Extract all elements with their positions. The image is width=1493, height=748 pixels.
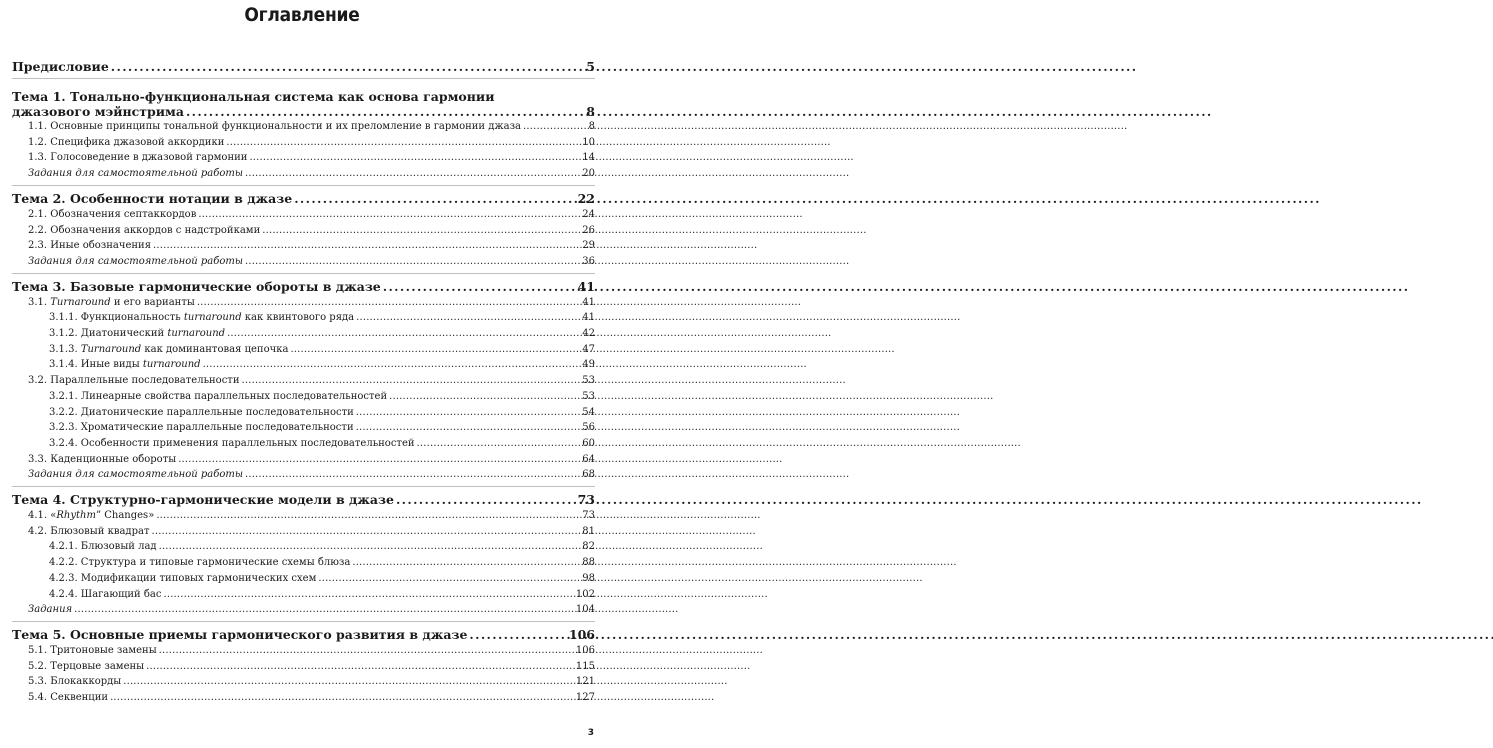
toc-subitem[interactable] bbox=[12, 389, 595, 405]
toc-item[interactable] bbox=[12, 207, 595, 223]
toc-item[interactable] bbox=[12, 223, 595, 239]
toc-chapter-title: Тема 3. Базовые гармонические обороты в джазе bbox=[12, 278, 381, 294]
toc-chapter-4[interactable] bbox=[12, 491, 595, 508]
dot-leader bbox=[290, 342, 580, 358]
dot-leader bbox=[242, 373, 581, 389]
toc-page-number: 8 bbox=[586, 104, 595, 119]
toc-page-number: 73 bbox=[577, 492, 595, 508]
dot-leader bbox=[352, 555, 580, 571]
toc-subitem[interactable] bbox=[12, 357, 595, 373]
toc-page-number: 106 bbox=[568, 626, 595, 642]
toc-page-number: 64 bbox=[582, 453, 595, 465]
toc-subitem[interactable] bbox=[12, 587, 595, 603]
dot-leader bbox=[146, 659, 574, 675]
dot-leader bbox=[163, 587, 573, 603]
toc-chapter-3[interactable] bbox=[12, 278, 595, 295]
toc-item[interactable] bbox=[12, 119, 595, 135]
toc-page-number: 81 bbox=[582, 525, 595, 537]
toc-subitem[interactable] bbox=[12, 555, 595, 571]
dot-leader bbox=[262, 223, 580, 239]
toc-page-number: 20 bbox=[582, 168, 595, 180]
toc-item-assignments[interactable] bbox=[12, 254, 595, 270]
toc-page-number: 41 bbox=[582, 312, 595, 324]
dot-leader bbox=[417, 436, 581, 452]
toc-item-assignments[interactable] bbox=[12, 467, 595, 483]
toc-chapter-title-line1: Тема 1. Тонально-функциональная система как основа гармонии bbox=[12, 89, 495, 104]
toc-subitem[interactable] bbox=[12, 405, 595, 421]
toc-page-number: 24 bbox=[582, 208, 595, 220]
toc-page-number: 82 bbox=[582, 541, 595, 553]
toc-item-title: 3.1. Turnaround и его варианты bbox=[28, 296, 195, 308]
toc-page-number: 26 bbox=[582, 224, 595, 236]
toc-item-title: 1.2. Специфика джазовой аккордики bbox=[28, 136, 225, 148]
table-of-contents bbox=[12, 58, 595, 706]
toc-item-title: 5.3. Блокаккорды bbox=[28, 676, 122, 688]
page-title: Оглавление bbox=[244, 4, 360, 26]
toc-page-number: 121 bbox=[575, 676, 595, 688]
dot-leader bbox=[74, 602, 574, 618]
toc-item-title: 5.1. Тритоновые замены bbox=[28, 644, 157, 656]
toc-item-title: 4.2.2. Структура и типовые гармонические схемы блюза bbox=[49, 557, 351, 569]
dot-leader bbox=[245, 166, 580, 182]
dot-leader bbox=[383, 278, 576, 295]
toc-item-title: 5.2. Терцовые замены bbox=[28, 660, 145, 672]
toc-page-number: 88 bbox=[582, 557, 595, 569]
dot-leader bbox=[227, 326, 580, 342]
toc-page-number: 10 bbox=[582, 136, 595, 148]
dot-leader bbox=[356, 405, 580, 421]
toc-item-title: 2.2. Обозначения аккордов с надстройками bbox=[28, 224, 261, 236]
toc-entry-title: Предисловие bbox=[12, 59, 109, 74]
divider bbox=[12, 486, 595, 487]
dot-leader bbox=[186, 104, 584, 119]
dot-leader bbox=[389, 389, 580, 405]
toc-page-number: 47 bbox=[582, 343, 595, 355]
toc-page-number: 102 bbox=[575, 588, 595, 600]
toc-item-title: Задания bbox=[28, 604, 73, 616]
dot-leader bbox=[198, 207, 580, 223]
dot-leader bbox=[523, 119, 587, 135]
page-number: 3 bbox=[587, 728, 594, 738]
toc-page-number: 115 bbox=[575, 660, 595, 672]
toc-item[interactable] bbox=[12, 508, 595, 524]
dot-leader bbox=[151, 524, 580, 540]
toc-page-number: 36 bbox=[582, 255, 595, 267]
toc-item[interactable] bbox=[12, 373, 595, 389]
dot-leader bbox=[249, 150, 580, 166]
toc-item[interactable] bbox=[12, 659, 595, 675]
dot-leader bbox=[159, 539, 581, 555]
toc-page-number: 56 bbox=[582, 422, 595, 434]
dot-leader bbox=[294, 190, 575, 207]
toc-page-number: 41 bbox=[582, 296, 595, 308]
divider bbox=[12, 185, 595, 186]
dot-leader bbox=[396, 491, 576, 508]
toc-item[interactable] bbox=[12, 524, 595, 540]
toc-item[interactable] bbox=[12, 643, 595, 659]
toc-entry-preface[interactable] bbox=[12, 58, 595, 75]
toc-item-title: 3.2.3. Хроматические параллельные последовательности bbox=[49, 422, 354, 434]
toc-page-number: 60 bbox=[582, 437, 595, 449]
toc-item[interactable] bbox=[12, 674, 595, 690]
toc-item-title: 4.2. Блюзовый квадрат bbox=[28, 525, 150, 537]
toc-subitem[interactable] bbox=[12, 571, 595, 587]
dot-leader bbox=[178, 452, 580, 468]
dot-leader bbox=[226, 135, 580, 151]
toc-item-title: 3.2.4. Особенности применения параллельных последовательностей bbox=[49, 437, 415, 449]
toc-subitem[interactable] bbox=[12, 326, 595, 342]
dot-leader bbox=[159, 643, 574, 659]
toc-page-number: 8 bbox=[588, 121, 595, 132]
toc-subitem[interactable] bbox=[12, 310, 595, 326]
toc-page-number: 104 bbox=[575, 604, 595, 616]
toc-subitem[interactable] bbox=[12, 342, 595, 358]
toc-item-title: 1.1. Основные принципы тональной функциональности и их преломление в гармонии джаза bbox=[28, 121, 522, 132]
toc-item-title: 4.2.1. Блюзовый лад bbox=[49, 541, 157, 553]
toc-page-number: 127 bbox=[575, 692, 595, 704]
toc-page-number: 53 bbox=[582, 375, 595, 387]
toc-item-title: 1.3. Голосоведение в джазовой гармонии bbox=[28, 152, 248, 164]
dot-leader bbox=[245, 254, 580, 270]
toc-item-title: 4.1. «Rhythm” Changes» bbox=[28, 510, 155, 522]
dot-leader bbox=[356, 420, 581, 436]
dot-leader bbox=[153, 238, 580, 254]
dot-leader bbox=[245, 467, 580, 483]
toc-chapter-5[interactable] bbox=[12, 626, 595, 643]
divider bbox=[12, 621, 595, 622]
toc-item[interactable] bbox=[12, 295, 595, 311]
toc-item-assignments[interactable] bbox=[12, 602, 595, 618]
toc-item[interactable] bbox=[12, 238, 595, 254]
dot-leader bbox=[123, 674, 574, 690]
toc-page-number: 41 bbox=[577, 278, 595, 294]
toc-page-number: 53 bbox=[582, 390, 595, 402]
dot-leader bbox=[469, 626, 566, 643]
toc-page-number: 73 bbox=[582, 510, 595, 522]
toc-item-title: 5.4. Секвенции bbox=[28, 692, 109, 704]
toc-item-title: 3.2.1. Линеарные свойства параллельных последовательностей bbox=[49, 390, 388, 402]
toc-page-number: 14 bbox=[582, 152, 595, 164]
toc-chapter-title: Тема 2. Особенности нотации в джазе bbox=[12, 190, 293, 206]
toc-page-number: 98 bbox=[582, 572, 595, 584]
toc-item[interactable] bbox=[12, 452, 595, 468]
toc-page-number: 106 bbox=[575, 644, 595, 656]
toc-page-number: 29 bbox=[582, 240, 595, 252]
toc-page-number: 42 bbox=[582, 328, 595, 340]
toc-item[interactable] bbox=[12, 150, 595, 166]
toc-page-number: 5 bbox=[586, 59, 595, 74]
toc-item-title: 2.3. Иные обозначения bbox=[28, 240, 152, 252]
toc-item-title: 3.3. Каденционные обороты bbox=[28, 453, 177, 465]
toc-item-title: 4.2.4. Шагающий бас bbox=[49, 588, 162, 600]
toc-chapter-1[interactable] bbox=[12, 89, 595, 119]
toc-page-number: 68 bbox=[582, 469, 595, 481]
dot-leader bbox=[203, 357, 581, 373]
toc-item-title: 2.1. Обозначения септаккордов bbox=[28, 208, 197, 220]
toc-item[interactable] bbox=[12, 135, 595, 151]
toc-item-title: Задания для самостоятельной работы bbox=[28, 255, 243, 267]
toc-chapter-title-line2: джазового мэйнстрима bbox=[12, 104, 184, 119]
toc-page-number: 54 bbox=[582, 406, 595, 418]
toc-item-title: Задания для самостоятельной работы bbox=[28, 469, 243, 481]
toc-item-title: 3.1.2. Диатонический turnaround bbox=[49, 328, 226, 340]
toc-page-number: 49 bbox=[582, 359, 595, 371]
toc-item-title: 4.2.3. Модификации типовых гармонических схем bbox=[49, 572, 317, 584]
toc-chapter-title: Тема 4. Структурно-гармонические модели в джазе bbox=[12, 492, 394, 508]
toc-item-title: Задания для самостоятельной работы bbox=[28, 168, 243, 180]
toc-item-title: 3.1.3. Turnaround как доминантовая цепочка bbox=[49, 343, 289, 355]
divider bbox=[12, 273, 595, 274]
toc-item-title: 3.2. Параллельные последовательности bbox=[28, 375, 240, 387]
toc-chapter-2[interactable] bbox=[12, 190, 595, 207]
dot-leader bbox=[110, 690, 574, 706]
toc-item-assignments[interactable] bbox=[12, 166, 595, 182]
dot-leader bbox=[197, 295, 580, 311]
toc-item[interactable] bbox=[12, 690, 595, 706]
toc-item-title: 3.2.2. Диатонические параллельные последовательности bbox=[49, 406, 354, 418]
dot-leader bbox=[356, 310, 580, 326]
toc-subitem[interactable] bbox=[12, 420, 595, 436]
dot-leader bbox=[111, 58, 585, 75]
toc-subitem[interactable] bbox=[12, 539, 595, 555]
toc-page-number: 22 bbox=[577, 190, 595, 206]
dot-leader bbox=[156, 508, 580, 524]
toc-item-title: 3.1.4. Иные виды turnaround bbox=[49, 359, 201, 371]
toc-subitem[interactable] bbox=[12, 436, 595, 452]
dot-leader bbox=[318, 571, 580, 587]
toc-item-title: 3.1.1. Функциональность turnaround как квинтового ряда bbox=[49, 312, 355, 324]
toc-chapter-title: Тема 5. Основные приемы гармонического развития в джазе bbox=[12, 626, 468, 642]
